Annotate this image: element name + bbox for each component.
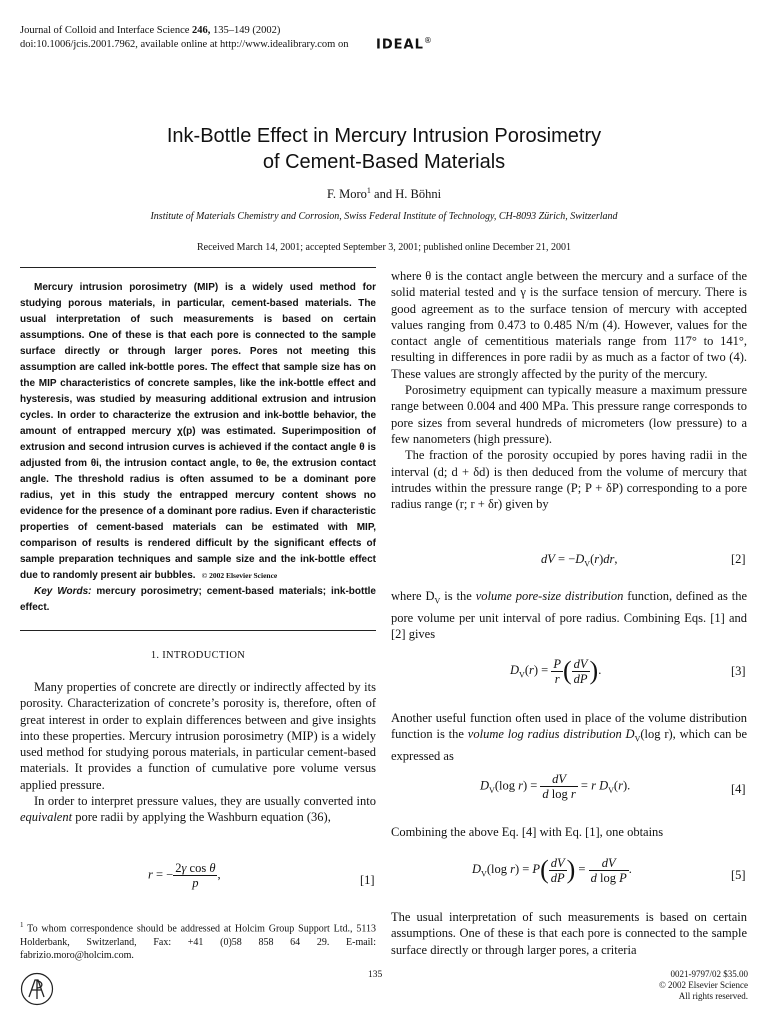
journal-name: Journal of Colloid and Interface Science: [20, 25, 190, 36]
abstract-top-rule: [20, 267, 376, 268]
footnote: [20, 919, 376, 963]
body-paragraph: The fraction of the porosity occupied by pores having radii in the interval (d; d + δd) is then deduced from the volume of mercury that intrudes within the pressure range (P; P + δP) corresponding to a pore radius range (r; r + δr) given by: [391, 448, 747, 512]
inline-text: function, defined as the pore volume per unit interval of pore radius. Combining Eqs. [1] and [2] gives: [391, 589, 748, 642]
body-paragraph: Porosimetry equipment can typically measure a maximum pressure range between 0.004 and 400 MPa. This pressure range corresponds to pore sizes from several hundreds of micrometers (low pressure) to a few nanometers (high pressure).: [391, 383, 747, 446]
body-paragraph: [391, 588, 747, 642]
inline-text: D: [625, 727, 635, 742]
author-list: [0, 186, 768, 202]
equation-number: [5]: [731, 868, 746, 882]
equation-3: $D_V(r)$ = $\frac{P}{r}$ ( $\frac{dV}{dP}$ ).: [510, 656, 602, 686]
logo-registered-mark: ®: [423, 36, 433, 45]
body-paragraph: Combining the above Eq. [4] with Eq. [1], one obtains: [391, 825, 664, 839]
right-column-lower: [391, 710, 747, 764]
abstract-bottom-rule: [20, 630, 376, 631]
abstract-copyright: © 2002 Elsevier Science: [201, 571, 278, 580]
journal-volume: 246,: [192, 25, 211, 36]
intro-p2-text: In order to interpret pressure values, they are usually converted into: [34, 794, 376, 809]
rights-reserved: All rights reserved.: [678, 991, 748, 1001]
inline-text: where D: [391, 589, 435, 603]
inline-text: Another useful function often used in place of the volume distribution function is the: [391, 711, 747, 742]
keywords: mercury porosimetry; cement-based materials; ink-bottle effect.: [20, 586, 376, 613]
logo-text: IDEAL: [376, 37, 424, 53]
intro-paragraph-1: Many properties of concrete are directly or indirectly affected by its porosity. Characterization of concrete’s porosity is, therefore, often of great interest in order to explain differences between and give insights into these properties. Mercury intrusion porosimetry (MIP) is a widely used method for studying porous materials, in particular cement-based materials. It provides a function of cumulative pore volume versus applied pressure.: [20, 680, 376, 792]
body-paragraph: [391, 710, 747, 764]
author-footnote-mark: 1: [366, 186, 371, 195]
intro-p2-text: pore radii by applying the Washburn equation (36),: [75, 810, 331, 825]
ideal-logo: [376, 36, 433, 52]
subscript: V: [634, 734, 641, 744]
section-heading: 1. INTRODUCTION: [150, 650, 246, 661]
inline-text: is the: [444, 589, 472, 603]
equation-1: r = − $\frac{\text{2γ cos θ}}{p}$ ,: [148, 861, 221, 890]
inline-text: (log r), which can be expressed as: [391, 727, 748, 764]
copyright: © 2002 Elsevier Science: [658, 980, 748, 990]
academic-press-logo-icon: [20, 972, 54, 1006]
body-paragraph: The usual interpretation of such measurements is based on certain assumptions. One of these is that each pore is connected to the sample surface directly or through larger pores, a criteria: [391, 910, 747, 957]
equation-4: $D_V(\log$ r) = $\frac{dV}{\text{d log r}}$ = r $D_V(r)$.: [480, 772, 631, 801]
affiliation: Institute of Materials Chemistry and Corrosion, Swiss Federal Institute of Technology, CH-8093 Zürich, Switzerland: [150, 211, 618, 222]
journal-header: [20, 24, 348, 52]
journal-citation: [20, 24, 348, 38]
equation-2: dV = $-D_V(r)dr$,: [541, 552, 618, 569]
keywords-label: Key Words:: [34, 586, 92, 597]
abstract: [20, 280, 376, 616]
emphasis: volume pore-size distribution: [475, 589, 624, 603]
equation-5: $D_V(\log$ r) = P( $\frac{dV}{dP}$ ) = $\frac{dV}{\text{d log P}}$ .: [472, 855, 632, 885]
subscript: V: [434, 596, 441, 606]
footnote-mark: 1: [20, 921, 24, 929]
page-number: 135: [368, 970, 383, 980]
title-line-1: Ink-Bottle Effect in Mercury Intrusion Porosimetry: [166, 125, 602, 147]
doi-line[interactable]: doi:10.1006/jcis.2001.7962, available online at http://www.idealibrary.com on: [20, 39, 349, 50]
right-column-mid: [391, 588, 747, 642]
issn-code: 0021-9797/02 $35.00: [670, 969, 748, 979]
title-line-2: of Cement-Based Materials: [262, 151, 506, 173]
intro-paragraph-2: [20, 793, 376, 826]
emphasis: volume log radius distribution: [467, 727, 622, 742]
right-column-top: [391, 268, 747, 512]
equation-number: [2]: [731, 552, 746, 566]
equation-number: [3]: [731, 664, 746, 678]
right-column-bottom: [391, 909, 747, 958]
equation-number: [4]: [731, 782, 746, 796]
paper-title: [0, 123, 768, 175]
body-paragraph: where θ is the contact angle between the mercury and a surface of the solid material tested and γ is the surface tension of mercury. There is good agreement as to the surface tension of mercury with accepted values ranging from 0.473 to 0.485 N/m (4). However, values for the contact angle of cementitious materials range from 117° to 141°, resulting in differences in pore radii by as much as a factor of two (4). These values are strongly affected by the purity of the mercury.: [391, 269, 747, 381]
abstract-text: Mercury intrusion porosimetry (MIP) is a widely used method for studying porous materials, in particular, cement-based materials. The usual interpretation of such measurements is based on certain assumptions. One of these is that each pore is connected to the sample surface directly or through larger pores. Pores not meeting this assumption are called ink-bottle pores. The effect that sample size has on the MIP characteristics of concrete samples, like the ink-bottle effect and hysteresis, was studied by measuring additional extrusion and intrusion cycles. In order to characterize the extrusion and ink-bottle behavior, the amount of entrapped mercury χ(p) was estimated. Superimposition of extrusion and second intrusion curves is achieved if the contact angle θ is adjusted from θi, the intrusion contact angle, to θe, the extrusion contact angle. The threshold radius is often assumed to be a dominant pore radius, yet in this study the entrapped mercury content shows no evidence for the presence of a dominant pore radius. Even if characteristic properties of cement-based materials can be estimated with MIP, comparison of results is rendered difficult by the significant effects of sample preparation techniques and sample size and the ink-bottle effect due to randomly present air bubbles.: [20, 282, 376, 581]
author-name: F. Moro: [326, 187, 367, 202]
received-dates: Received March 14, 2001; accepted September 3, 2001; published online December 21, 2001: [196, 242, 572, 253]
footnote-text: To whom correspondence should be addressed at Holcim Group Support Ltd., 5113 Holderbank, Switzerland, Fax: +41 (0)58 858 64 29. E-mail: fabrizio.moro@holcim.com.: [20, 923, 376, 962]
intro-body: [20, 679, 376, 826]
publisher-info: [659, 969, 748, 1002]
equation-number: [1]: [360, 873, 375, 887]
author-name: and H. Böhni: [374, 187, 442, 202]
intro-p2-emphasis: equivalent: [20, 810, 73, 825]
right-column-combine: [391, 824, 747, 840]
journal-pages: 135–149 (2002): [213, 25, 281, 36]
